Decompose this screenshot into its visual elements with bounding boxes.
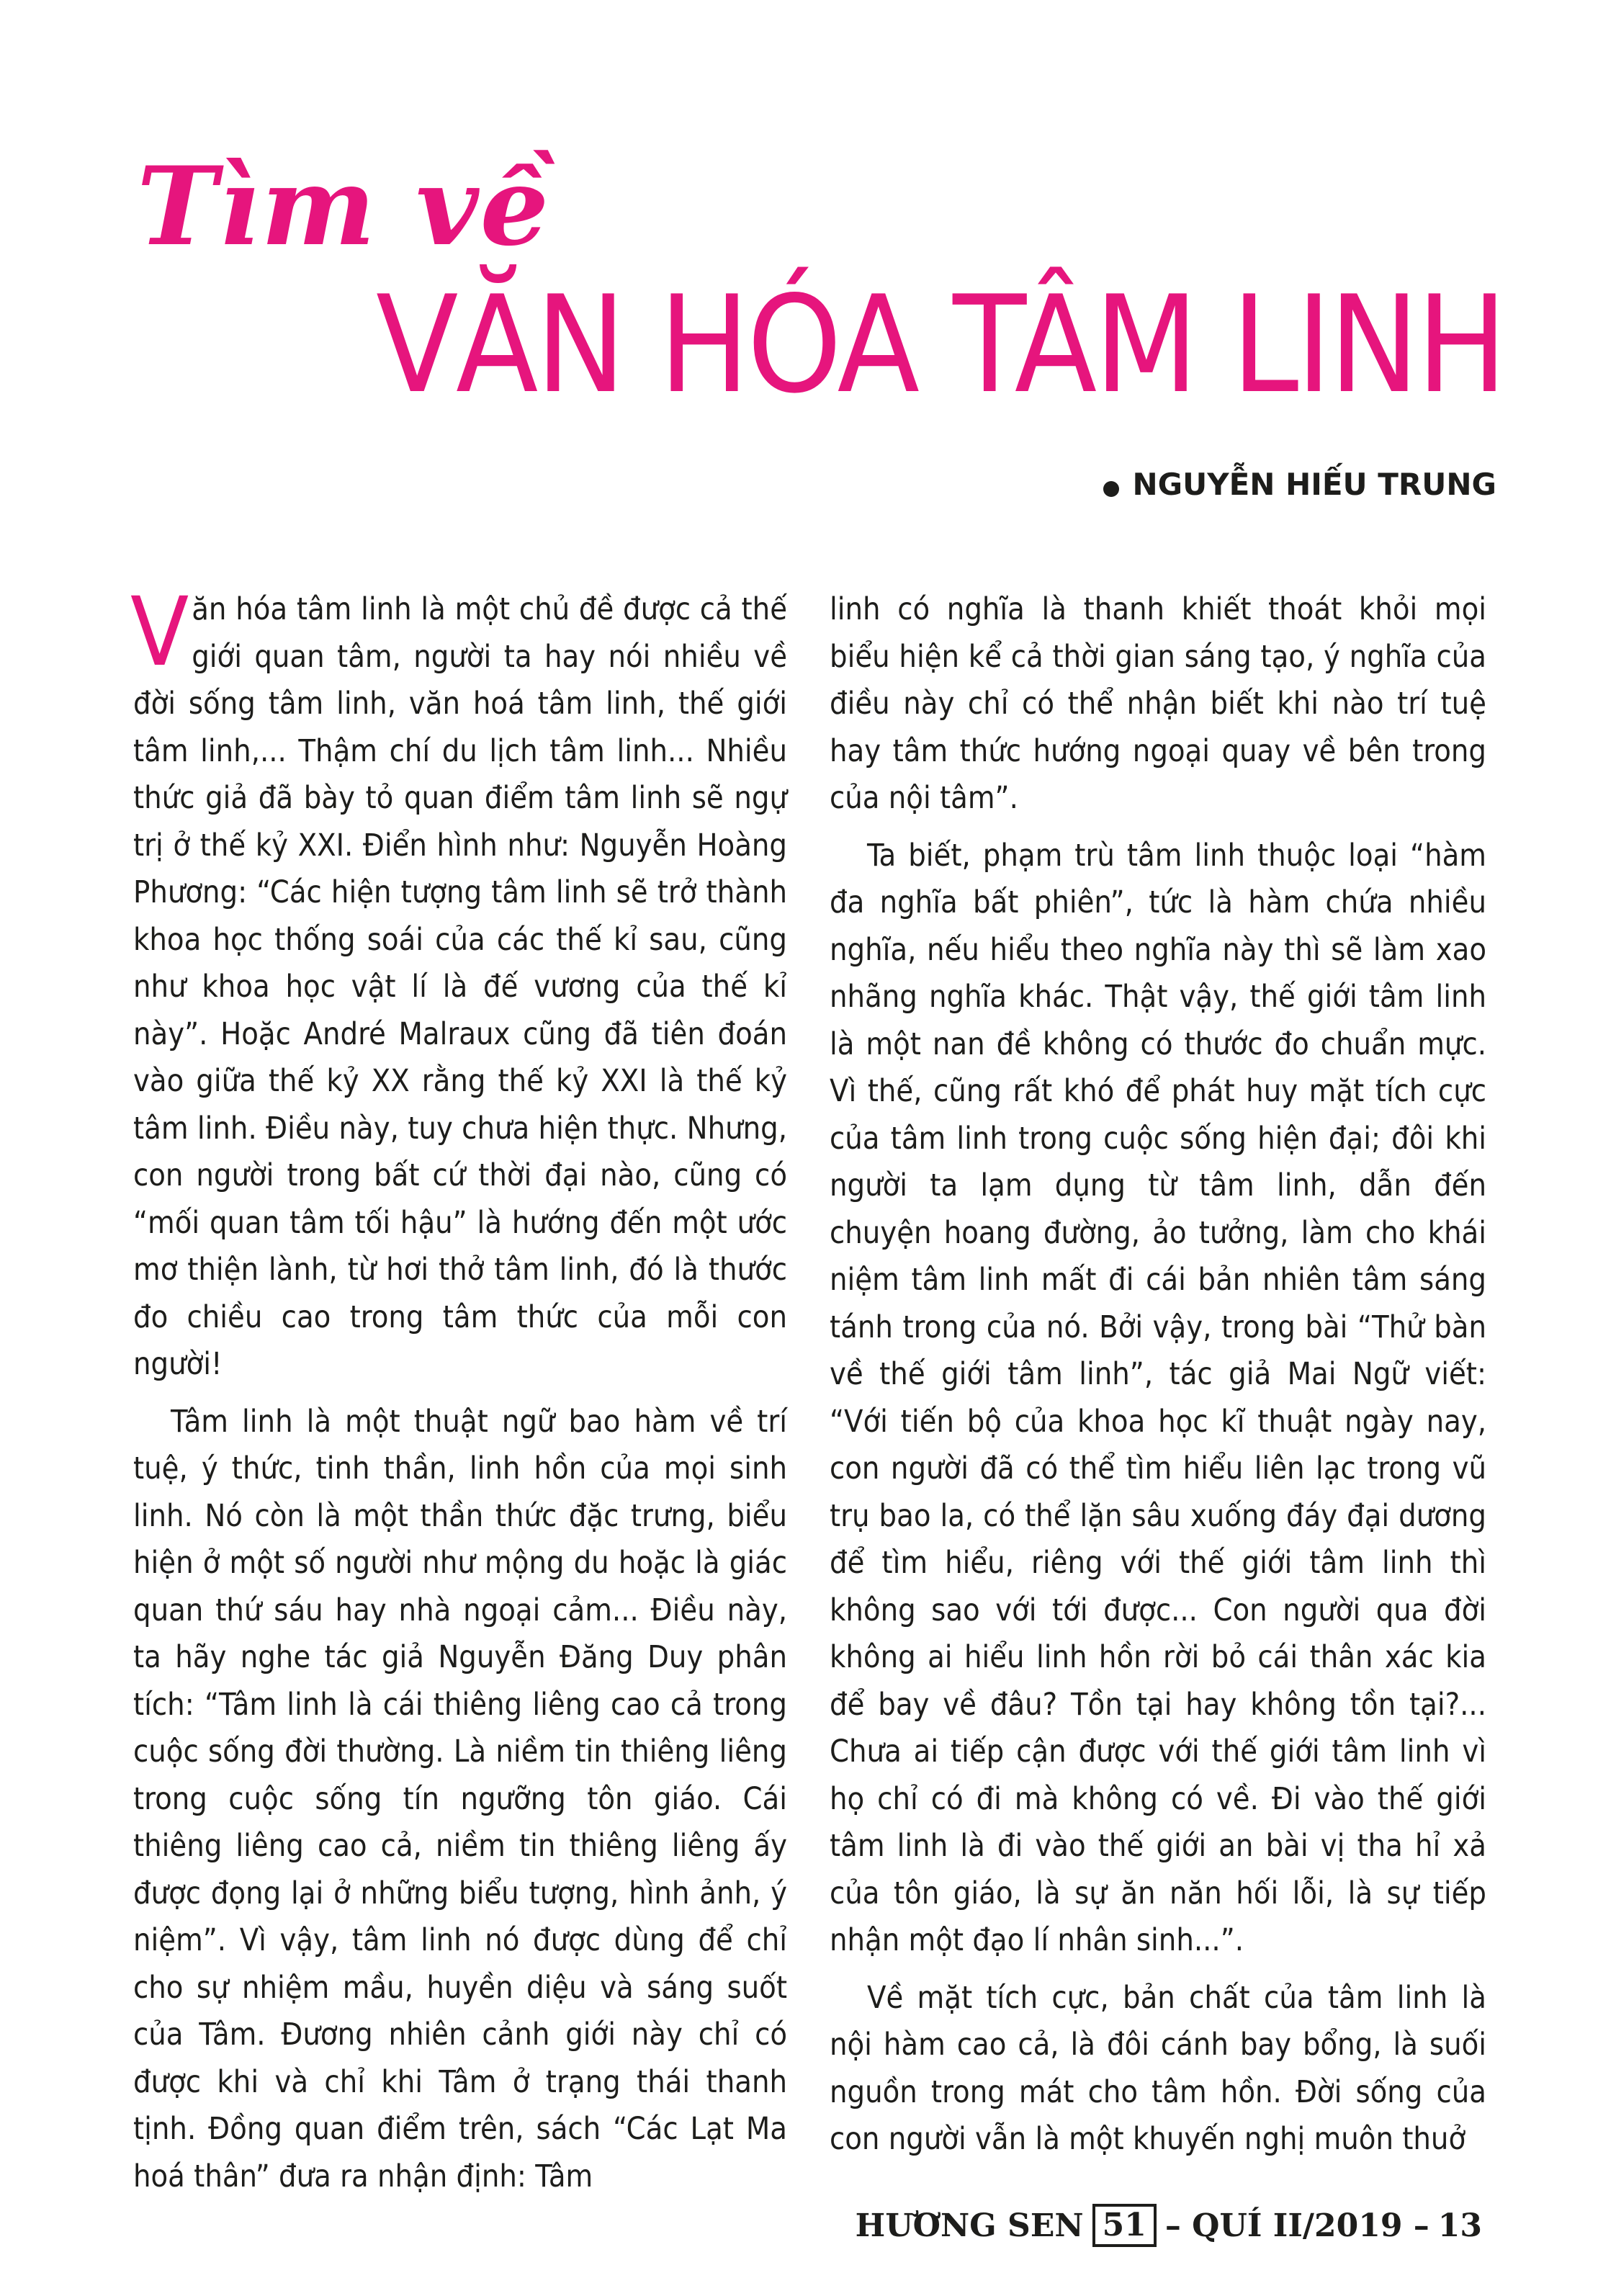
article-paragraph: Về mặt tích cực, bản chất của tâm linh là nội hàm cao cả, là đôi cánh bay bổng, là suối nguồn trong mát cho tâm hồn. Đời sống của con người vẫn là một khuyến nghị muôn thuở — [830, 1979, 1486, 2157]
issue-period: – QUÍ II/2019 – — [1164, 2207, 1429, 2244]
page-title: VĂN HÓA TÂM LINH — [376, 266, 1505, 423]
magazine-name: HƯƠNG SEN — [855, 2207, 1084, 2244]
author-name: NGUYỄN HIẾU TRUNG — [1132, 467, 1496, 502]
article-paragraph — [130, 577, 787, 1389]
page-number: 13 — [1437, 2207, 1482, 2244]
issue-number: 51 — [1092, 2204, 1157, 2247]
article-column-right — [830, 586, 1486, 2163]
drop-cap: V — [130, 577, 189, 688]
byline — [1103, 467, 1496, 502]
article-paragraph: Ta biết, phạm trù tâm linh thuộc loại “hàm đa nghĩa bất phiên”, tức là hàm chứa nhiều nghĩa, nếu hiểu theo nghĩa này thì sẽ làm xao nhãng nghĩa khác. Thật vậy, thế giới tâm linh là một nan đề không có thước đo chuẩn mực. Vì thế, cũng rất khó để phát huy mặt tích cực của tâm linh trong cuộc sống hiện đại; đôi khi người ta lạm dụng từ tâm linh, dẫn đến chuyện hoang đường, ảo tưởng, làm cho khái niệm tâm linh mất đi cái bản nhiên tâm sáng tánh trong của nó. Bởi vậy, trong bài “Thử bàn về thế giới tâm linh”, tác giả Mai Ngữ viết: “Với tiến bộ của khoa học kĩ thuật ngày nay, con người đã có thể tìm hiểu liên lạc trong vũ trụ bao la, có thể lặn sâu xuống đáy đại dương để tìm hiểu, riêng với thế giới tâm linh thì không sao với tới được... Con người qua đời không ai hiểu linh hồn rời bỏ cái thân xác kia để bay về đâu? Tồn tại hay không tồn tại?... Chưa ai tiếp cận được với thế giới tâm linh vì họ chỉ có đi mà không có về. Đi vào thế giới tâm linh là đi vào thế giới an bài vị tha hỉ xả của tôn giáo, là sự ăn năn hối lỗi, là sự tiếp nhận một đạo lí nhân sinh...”. — [830, 837, 1486, 1958]
title-kicker: Tìm về — [137, 143, 551, 270]
article-paragraph: linh có nghĩa là thanh khiết thoát khỏi mọi biểu hiện kể cả thời gian sáng tạo, ý nghĩa của điều này chỉ có thể nhận biết khi nào trí tuệ hay tâm thức hướng ngoại quay về bên trong của nội tâm”. — [830, 591, 1486, 816]
article-paragraph: Tâm linh là một thuật ngữ bao hàm về trí tuệ, ý thức, tinh thần, linh hồn của mọi sinh linh. Nó còn là một thần thức đặc trưng, biểu hiện ở một số người như mộng du hoặc là giác quan thứ sáu hay nhà ngoại cảm... Điều này, ta hãy nghe tác giả Nguyễn Đăng Duy phân tích: “Tâm linh là cái thiêng liêng cao cả trong cuộc sống đời thường. Là niềm tin thiêng liêng trong cuộc sống tín ngưỡng tôn giáo. Cái thiêng liêng cao cả, niềm tin thiêng liêng ấy được đọng lại ở những biểu tượng, hình ảnh, ý niệm”. Vì vậy, tâm linh nó được dùng để chỉ cho sự nhiệm mầu, huyền diệu và sáng suốt của Tâm. Đương nhiên cảnh giới này chỉ có được khi và chỉ khi Tâm ở trạng thái thanh tịnh. Đồng quan điểm trên, sách “Các Lạt Ma hoá thân” đưa ra nhận định: Tâm — [133, 1403, 787, 2194]
paragraph-text: ăn hóa tâm linh là một chủ đề được cả thế giới quan tâm, người ta hay nói nhiều về đời sống tâm linh, văn hoá tâm linh, thế giới tâm linh,... Thậm chí du lịch tâm linh... Nhiều thức giả đã bày tỏ quan điểm tâm linh sẽ ngự trị ở thế kỷ XXI. Điển hình như: Nguyễn Hoàng Phương: “Các hiện tượng tâm linh sẽ trở thành khoa học thống soái của các thế kỉ sau, cũng như khoa học vật lí là đế vương của thế kỉ này”. Hoặc André Malraux cũng đã tiên đoán vào giữa thế kỷ XX rằng thế kỷ XXI là thế kỷ tâm linh. Điều này, tuy chưa hiện thực. Nhưng, con người trong bất cứ thời đại nào, cũng có “mối quan tâm tối hậu” là hướng đến một ước mơ thiện lành, từ hơi thở tâm linh, đó là thước đo chiều cao trong tâm thức của mỗi con người! — [133, 591, 787, 1382]
article-column-left — [130, 577, 787, 2200]
page-footer — [856, 2204, 1482, 2247]
bullet-icon — [1103, 481, 1119, 497]
